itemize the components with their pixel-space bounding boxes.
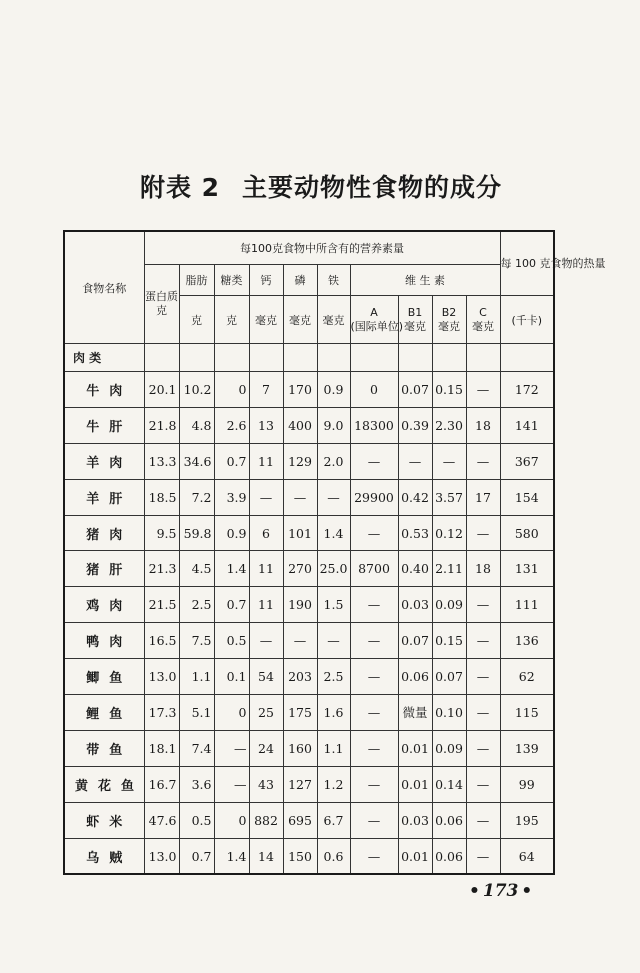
cell-b2: 0.09 — [432, 587, 466, 623]
unit-energy: (千卡) — [500, 296, 554, 344]
cell-ca: 11 — [249, 551, 283, 587]
cell-carb: 2.6 — [214, 407, 249, 443]
table-row — [64, 407, 554, 443]
unit-phosphorus: 毫克 — [283, 296, 317, 344]
cell-a: — — [350, 766, 398, 802]
cell-carb: 0.7 — [214, 443, 249, 479]
cell-fat: 2.5 — [179, 587, 214, 623]
cell-b1: 0.01 — [398, 838, 432, 874]
header-vit-c: C 毫克 — [466, 296, 500, 344]
cell-b1: 微量 — [398, 695, 432, 731]
table-row — [64, 623, 554, 659]
cell-ca: 14 — [249, 838, 283, 874]
cell-p: 270 — [283, 551, 317, 587]
unit-carb: 克 — [214, 296, 249, 344]
cell-b1: 0.53 — [398, 515, 432, 551]
cell-b2: 0.06 — [432, 838, 466, 874]
cell-c: — — [466, 443, 500, 479]
food-name-cell: 猪肝 — [64, 551, 144, 587]
cell-fe: 0.9 — [317, 372, 350, 408]
cell-ca: — — [249, 479, 283, 515]
cell-p: — — [283, 479, 317, 515]
cell-a: — — [350, 515, 398, 551]
cell-fe: 1.6 — [317, 695, 350, 731]
cell-fe: 1.1 — [317, 730, 350, 766]
category-row — [64, 344, 554, 372]
cell-carb: 0 — [214, 802, 249, 838]
cell-ca: 43 — [249, 766, 283, 802]
cell-protein: 21.3 — [144, 551, 179, 587]
cell-a: — — [350, 802, 398, 838]
food-name-cell: 鸭肉 — [64, 623, 144, 659]
cell-carb: 0.7 — [214, 587, 249, 623]
cell-kcal: 139 — [500, 730, 554, 766]
cell-kcal: 62 — [500, 659, 554, 695]
cell-fat: 34.6 — [179, 443, 214, 479]
cell-ca: 54 — [249, 659, 283, 695]
cell-protein: 16.5 — [144, 623, 179, 659]
header-vit-b2: B2 毫克 — [432, 296, 466, 344]
cell-b2: 0.15 — [432, 623, 466, 659]
cell-b2: — — [432, 443, 466, 479]
table-row — [64, 730, 554, 766]
cell-protein: 13.0 — [144, 659, 179, 695]
cell-ca: 7 — [249, 372, 283, 408]
cell-carb: 1.4 — [214, 838, 249, 874]
cell-protein: 47.6 — [144, 802, 179, 838]
cell-b1: 0.07 — [398, 623, 432, 659]
header-food-name: 食物名称 — [64, 231, 144, 344]
cell-p: 101 — [283, 515, 317, 551]
cell-b1: 0.03 — [398, 587, 432, 623]
cell-p: 400 — [283, 407, 317, 443]
cell-fe: 0.6 — [317, 838, 350, 874]
cell-b2: 0.10 — [432, 695, 466, 731]
cell-b1: 0.06 — [398, 659, 432, 695]
food-name-cell: 羊肉 — [64, 443, 144, 479]
cell-kcal: 580 — [500, 515, 554, 551]
cell-a: — — [350, 623, 398, 659]
cell-carb: 0 — [214, 372, 249, 408]
cell-p: 175 — [283, 695, 317, 731]
food-name-cell: 鲤鱼 — [64, 695, 144, 731]
cell-c: 18 — [466, 407, 500, 443]
cell-c: 18 — [466, 551, 500, 587]
cell-fe: 9.0 — [317, 407, 350, 443]
cell-carb: 1.4 — [214, 551, 249, 587]
cell-b2: 3.57 — [432, 479, 466, 515]
cell-fe: 1.2 — [317, 766, 350, 802]
table-row — [64, 479, 554, 515]
cell-a: — — [350, 443, 398, 479]
cell-kcal: 131 — [500, 551, 554, 587]
cell-ca: 11 — [249, 587, 283, 623]
cell-c: — — [466, 695, 500, 731]
cell-fe: 25.0 — [317, 551, 350, 587]
header-fat: 脂肪 — [179, 265, 214, 296]
cell-carb: 0.1 — [214, 659, 249, 695]
cell-kcal: 64 — [500, 838, 554, 874]
unit-calcium: 毫克 — [249, 296, 283, 344]
food-name-cell: 牛肉 — [64, 372, 144, 408]
cell-fat: 1.1 — [179, 659, 214, 695]
table-body — [64, 344, 554, 875]
cell-ca: 882 — [249, 802, 283, 838]
cell-a: — — [350, 659, 398, 695]
cell-p: 170 — [283, 372, 317, 408]
page-title — [0, 168, 640, 204]
cell-a: 18300 — [350, 407, 398, 443]
cell-b1: 0.03 — [398, 802, 432, 838]
cell-b2: 0.07 — [432, 659, 466, 695]
cell-p: 695 — [283, 802, 317, 838]
cell-b2: 0.14 — [432, 766, 466, 802]
cell-carb: 0 — [214, 695, 249, 731]
cell-carb: — — [214, 730, 249, 766]
cell-p: 160 — [283, 730, 317, 766]
table-row — [64, 695, 554, 731]
cell-c: — — [466, 766, 500, 802]
cell-fat: 7.4 — [179, 730, 214, 766]
cell-protein: 21.8 — [144, 407, 179, 443]
title-text: 主要动物性食物的成分 — [242, 173, 503, 202]
cell-fat: 10.2 — [179, 372, 214, 408]
cell-p: 129 — [283, 443, 317, 479]
food-name-cell: 虾米 — [64, 802, 144, 838]
food-name-cell: 带鱼 — [64, 730, 144, 766]
cell-a: — — [350, 695, 398, 731]
cell-ca: 25 — [249, 695, 283, 731]
cell-kcal: 154 — [500, 479, 554, 515]
cell-protein: 16.7 — [144, 766, 179, 802]
cell-c: — — [466, 623, 500, 659]
cell-b1: 0.40 — [398, 551, 432, 587]
header-calcium: 钙 — [249, 265, 283, 296]
cell-c: — — [466, 659, 500, 695]
cell-kcal: 172 — [500, 372, 554, 408]
category-label: 肉 类 — [64, 344, 144, 372]
cell-b2: 2.30 — [432, 407, 466, 443]
cell-carb: 3.9 — [214, 479, 249, 515]
header-nutrient-group: 每100克食物中所含有的营养素量 — [144, 231, 500, 265]
table-row — [64, 659, 554, 695]
cell-p: 150 — [283, 838, 317, 874]
cell-c: — — [466, 587, 500, 623]
cell-fe: 1.4 — [317, 515, 350, 551]
cell-kcal: 195 — [500, 802, 554, 838]
cell-b2: 2.11 — [432, 551, 466, 587]
cell-protein: 17.3 — [144, 695, 179, 731]
cell-b1: 0.01 — [398, 766, 432, 802]
unit-iron: 毫克 — [317, 296, 350, 344]
cell-protein: 13.0 — [144, 838, 179, 874]
table-row — [64, 443, 554, 479]
cell-kcal: 141 — [500, 407, 554, 443]
cell-fat: 7.5 — [179, 623, 214, 659]
cell-kcal: 367 — [500, 443, 554, 479]
cell-fe: 2.5 — [317, 659, 350, 695]
food-name-cell: 牛肝 — [64, 407, 144, 443]
cell-a: — — [350, 730, 398, 766]
header-iron: 铁 — [317, 265, 350, 296]
cell-kcal: 99 — [500, 766, 554, 802]
cell-ca: 11 — [249, 443, 283, 479]
cell-b1: — — [398, 443, 432, 479]
table-row — [64, 515, 554, 551]
food-name-cell: 羊肝 — [64, 479, 144, 515]
header-carb: 糖类 — [214, 265, 249, 296]
cell-protein: 18.5 — [144, 479, 179, 515]
cell-a: 8700 — [350, 551, 398, 587]
header-vit-a: A (国际单位) — [350, 296, 398, 344]
cell-a: — — [350, 587, 398, 623]
cell-c: — — [466, 730, 500, 766]
cell-b1: 0.07 — [398, 372, 432, 408]
cell-a: — — [350, 838, 398, 874]
nutrition-table — [63, 230, 606, 875]
cell-p: — — [283, 623, 317, 659]
cell-p: 203 — [283, 659, 317, 695]
cell-fat: 7.2 — [179, 479, 214, 515]
cell-b2: 0.12 — [432, 515, 466, 551]
cell-c: — — [466, 838, 500, 874]
cell-fe: 6.7 — [317, 802, 350, 838]
cell-b1: 0.01 — [398, 730, 432, 766]
cell-ca: — — [249, 623, 283, 659]
cell-c: 17 — [466, 479, 500, 515]
cell-protein: 9.5 — [144, 515, 179, 551]
cell-a: 0 — [350, 372, 398, 408]
cell-c: — — [466, 515, 500, 551]
cell-fat: 3.6 — [179, 766, 214, 802]
cell-protein: 13.3 — [144, 443, 179, 479]
title-prefix: 附表 2 — [139, 173, 221, 202]
cell-kcal: 136 — [500, 623, 554, 659]
unit-fat: 克 — [179, 296, 214, 344]
table-header — [64, 231, 606, 344]
cell-fe: 1.5 — [317, 587, 350, 623]
food-name-cell: 猪肉 — [64, 515, 144, 551]
table-row — [64, 587, 554, 623]
cell-carb: — — [214, 766, 249, 802]
cell-b1: 0.42 — [398, 479, 432, 515]
table-row — [64, 551, 554, 587]
cell-b2: 0.09 — [432, 730, 466, 766]
food-name-cell: 黄花鱼 — [64, 766, 144, 802]
cell-a: 29900 — [350, 479, 398, 515]
header-protein: 蛋白质 克 — [144, 265, 179, 344]
cell-fat: 4.8 — [179, 407, 214, 443]
cell-fat: 59.8 — [179, 515, 214, 551]
header-vitamins: 维 生 素 — [350, 265, 500, 296]
table-row — [64, 372, 554, 408]
header-vit-b1: B1 毫克 — [398, 296, 432, 344]
cell-protein: 21.5 — [144, 587, 179, 623]
cell-ca: 6 — [249, 515, 283, 551]
food-name-cell: 乌贼 — [64, 838, 144, 874]
cell-fe: 2.0 — [317, 443, 350, 479]
cell-p: 127 — [283, 766, 317, 802]
cell-fat: 0.5 — [179, 802, 214, 838]
table-row — [64, 802, 554, 838]
cell-kcal: 115 — [500, 695, 554, 731]
cell-ca: 24 — [249, 730, 283, 766]
cell-kcal: 111 — [500, 587, 554, 623]
cell-b2: 0.15 — [432, 372, 466, 408]
table-row — [64, 838, 554, 874]
cell-fe: — — [317, 479, 350, 515]
page-number: • 173 • — [469, 881, 533, 901]
cell-c: — — [466, 802, 500, 838]
cell-fat: 5.1 — [179, 695, 214, 731]
table-row — [64, 766, 554, 802]
cell-b1: 0.39 — [398, 407, 432, 443]
cell-ca: 13 — [249, 407, 283, 443]
cell-protein: 18.1 — [144, 730, 179, 766]
cell-p: 190 — [283, 587, 317, 623]
cell-protein: 20.1 — [144, 372, 179, 408]
cell-b2: 0.06 — [432, 802, 466, 838]
cell-carb: 0.9 — [214, 515, 249, 551]
cell-carb: 0.5 — [214, 623, 249, 659]
cell-c: — — [466, 372, 500, 408]
header-energy: 每 100 克食物的热量 — [500, 231, 554, 296]
food-name-cell: 鲫鱼 — [64, 659, 144, 695]
header-phosphorus: 磷 — [283, 265, 317, 296]
food-name-cell: 鸡肉 — [64, 587, 144, 623]
cell-fe: — — [317, 623, 350, 659]
cell-fat: 0.7 — [179, 838, 214, 874]
cell-fat: 4.5 — [179, 551, 214, 587]
